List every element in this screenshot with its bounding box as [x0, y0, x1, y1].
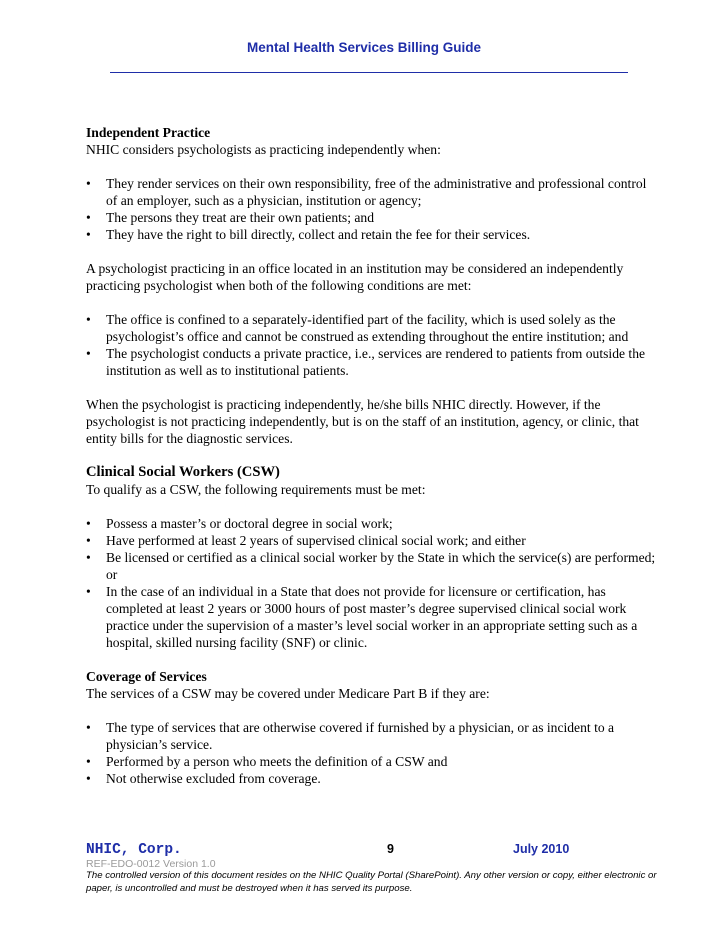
- bullet-icon: •: [86, 227, 91, 242]
- list-item: • The office is confined to a separately-identified part of the facility, which is used solely as the psychologist’s office and cannot be construed as extending throughout the entire institution; and: [86, 312, 629, 344]
- independent-practice-heading: Independent Practice: [86, 125, 211, 140]
- csw-section: [86, 464, 658, 651]
- coverage-intro: The services of a CSW may be covered under Medicare Part B if they are:: [86, 686, 490, 701]
- bullet-icon: •: [86, 516, 91, 531]
- bullet-icon: •: [86, 346, 91, 361]
- footer-date: July 2010: [513, 842, 570, 856]
- bullet-icon: •: [86, 720, 91, 735]
- footer-reference: REF-EDO-0012 Version 1.0: [86, 858, 216, 870]
- bullet-icon: •: [86, 533, 91, 548]
- bullet-icon: •: [86, 176, 91, 191]
- independent-practice-section: [86, 124, 658, 447]
- bullet-icon: •: [86, 771, 91, 786]
- csw-heading: Clinical Social Workers (CSW): [86, 464, 280, 480]
- institution-conditions-list: [86, 311, 658, 379]
- bullet-icon: •: [86, 550, 91, 565]
- footer-company: NHIC, Corp.: [86, 842, 182, 858]
- footer-control-note: The controlled version of this document resides on the NHIC Quality Portal (SharePoint). Any other version or copy, either electronic or paper, is uncontrolled and must be destroyed when it has served its purpose.: [86, 870, 657, 894]
- page-header-title: Mental Health Services Billing Guide: [246, 40, 482, 55]
- list-item: • They render services on their own responsibility, free of the administrative and professional control of an employer, such as a physician, institution or agency;: [86, 176, 647, 208]
- list-item: • Not otherwise excluded from coverage.: [86, 771, 321, 786]
- bullet-icon: •: [86, 312, 91, 327]
- header-divider: [110, 72, 628, 73]
- list-item: • In the case of an individual in a State that does not provide for licensure or certification, has completed at least 2 years or 3000 hours of post master’s degree supervised clinical social work practice under the supervision of a master’s level social worker in an appropriate setting such as a hospital, skilled nursing facility (SNF) or clinic.: [86, 584, 638, 650]
- list-item: • Be licensed or certified as a clinical social worker by the State in which the service(s) are performed; or: [86, 550, 656, 582]
- coverage-heading: Coverage of Services: [86, 669, 207, 684]
- list-item: • The type of services that are otherwise covered if furnished by a physician, or as incident to a physician’s service.: [86, 720, 615, 752]
- coverage-section: [86, 668, 658, 787]
- bullet-icon: •: [86, 210, 91, 225]
- list-item: • The persons they treat are their own patients; and: [86, 210, 375, 225]
- bullet-icon: •: [86, 754, 91, 769]
- list-item: • Have performed at least 2 years of supervised clinical social work; and either: [86, 533, 526, 548]
- csw-requirements-list: [86, 515, 658, 651]
- bullet-icon: •: [86, 584, 91, 599]
- list-item: • The psychologist conducts a private practice, i.e., services are rendered to patients from outside the institution as well as to institutional patients.: [86, 346, 646, 378]
- billing-paragraph: When the psychologist is practicing independently, he/she bills NHIC directly. However, if the psychologist is not practicing independently, but is on the staff of an institution, agency, or clinic, that entity bills for the diagnostic services.: [86, 397, 639, 446]
- institution-paragraph: A psychologist practicing in an office located in an institution may be considered an independently practicing psychologist when both of the following conditions are met:: [86, 261, 624, 293]
- list-item: • Performed by a person who meets the definition of a CSW and: [86, 754, 448, 769]
- independent-practice-list: [86, 175, 658, 243]
- footer-page-number: 9: [387, 842, 394, 856]
- list-item: • Possess a master’s or doctoral degree in social work;: [86, 516, 393, 531]
- independent-practice-intro: NHIC considers psychologists as practicing independently when:: [86, 142, 441, 157]
- document-body: [86, 124, 658, 804]
- coverage-list: [86, 719, 658, 787]
- list-item: • They have the right to bill directly, collect and retain the fee for their services.: [86, 227, 531, 242]
- csw-intro: To qualify as a CSW, the following requirements must be met:: [86, 482, 426, 497]
